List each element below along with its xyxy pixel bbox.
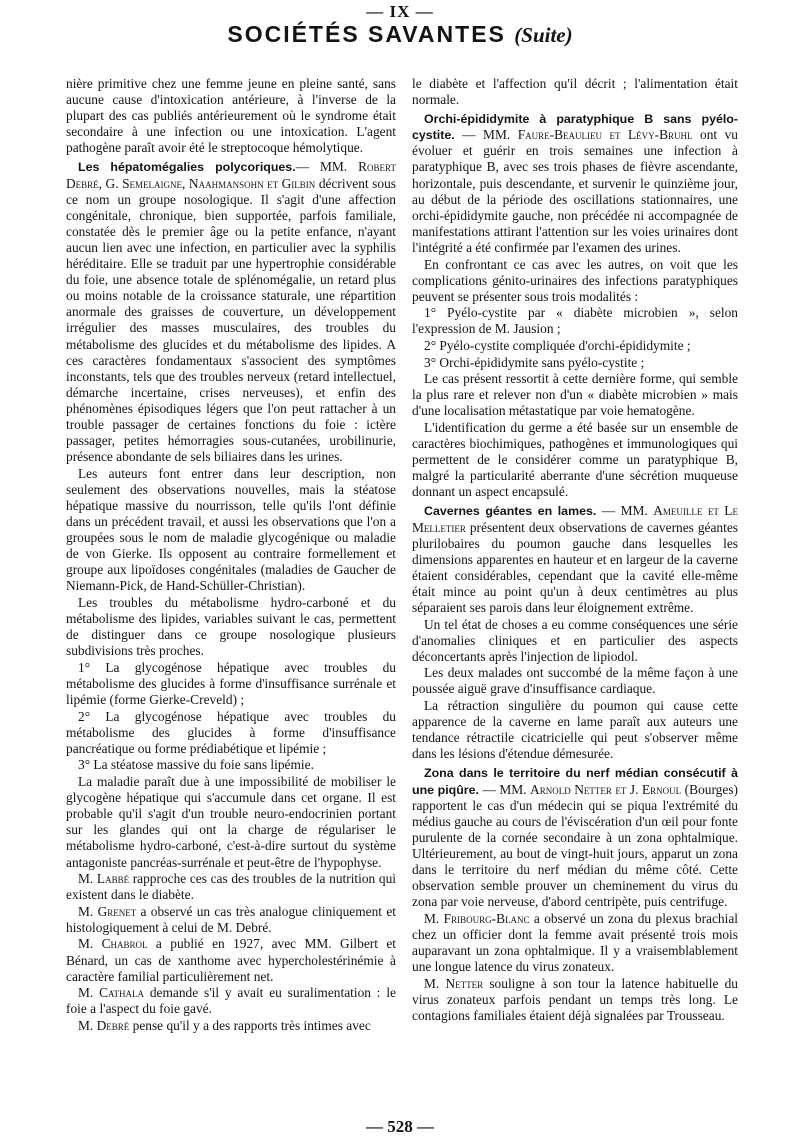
section-heading: Cavernes géantes en lames. (424, 504, 597, 519)
running-head-title: SOCIÉTÉS SAVANTES (227, 21, 506, 47)
section-zona: Zona dans le territoire du nerf médian consécutif à une piqûre. — MM. Arnold Netter et J. Ernoul (Bourges) rapportent le cas d'un médecin qui se piqua l'extrémité du médius gauche au cours de l'éviscération d'un œil pour fonte purulente de la cornée secondaire à un zona ophtalmique. Ultérieurement, au bout de vingt-huit jours, apparut un zona dans le territoire du nerf médian du même côté. Cette observation semble prouver un cheminement du virus du zona par voie nerveuse, d'abord centripète, puis centrifuge. (412, 766, 738, 910)
paragraph: Un tel état de choses a eu comme conséquences une série d'anomalies cliniques et en particulier des aspects déconcertants après l'injection de lipiodol. (412, 616, 738, 664)
speaker-name: Debré (96, 1017, 130, 1033)
speaker-name: Fribourg-Blanc (443, 910, 530, 926)
list-item: 1° Pyélo-cystite par « diabète microbien », selon l'expression de M. Jausion ; (412, 305, 738, 337)
section-heading: Orchi-épididymite à paratyphique B sans pyélo-cystite. (412, 112, 738, 143)
section-heading: Les hépatomégalies polycoriques. (78, 160, 296, 175)
paragraph: Les troubles du métabolisme hydro-carboné et du métabolisme des lipides, variables suivant le cas, permettent de distinguer dans ce groupe nosologique plusieurs subdivisions très proches. (66, 595, 396, 659)
section-heading: Zona dans le territoire du nerf médian consécutif à une piqûre. (412, 766, 738, 797)
list-item: 3° Orchi-épididymite sans pyélo-cystite ; (424, 354, 645, 370)
roman-folio: — IX — (366, 2, 434, 21)
page-number: — 528 — (366, 1117, 434, 1136)
paragraph: L'identification du germe a été basée sur un ensemble de caractères biochimiques, pathogènes et immunologiques qui permettent de le considérer comme un paratyphique B, malgré la particularité aberrante d'une sécrétion muqueuse donnant un aspect encapsulé. (412, 419, 738, 500)
list-item: 1° La glycogénose hépatique avec troubles du métabolisme des glucides à forme d'insuffisance surrénale et lipémie (forme Gierke-Creveld) ; (66, 659, 396, 708)
speaker-name: Labbé (96, 871, 130, 887)
speaker-name: Netter (445, 975, 484, 991)
paragraph: La rétraction singulière du poumon qui cause cette apparence de la caverne en lame paraît aux auteurs une tendance rétractile cicatricielle qui peut s'observer même dans les lésions d'étendue démesurée. (412, 698, 738, 762)
paragraph: nière primitive chez une femme jeune en pleine santé, sans aucune cause d'intoxication antérieure, à l'inverse de la plupart des cas publiés antérieurement où le syndrome était secondaire à une infection ou une intoxication. L'agent pathogène paraît avoir été le streptocoque hémolytique. (66, 76, 396, 156)
discussion-chabrol: M. Chabrol a publié en 1927, avec MM. Gilbert et Bénard, un cas de xanthome avec hypercholestérinémie à caractère familial particulièrement net. (66, 936, 396, 984)
paragraph: La maladie paraît due à une impossibilité de mobiliser le glycogène hépatique qui s'accumule dans cet organe. Il est probable qu'il s'agit d'un trouble neuro-endocrinien portant sur les glandes qui ont la charge de régulariser le métabolisme hydro-carboné, c'est-à-dire surtout du système antagoniste pancréas-surrénale et peut-être de l'hypophyse. (66, 774, 396, 870)
paragraph: Le cas présent ressortit à cette dernière forme, qui semble la plus rare et relever non d'un « diabète microbien » mais d'une localisation métastatique par voie hematogène. (412, 371, 738, 419)
discussion-netter: M. Netter souligne à son tour la latence habituelle du virus zonateux parfois pendant un temps très long. Le contagions familiales étaient déjà signalées par Trousseau. (412, 975, 738, 1023)
section-cavernes: Cavernes géantes en lames. — MM. Ameuille et Le Melletier présentent deux observations de cavernes géantes plurilobaires du poumon gauche dans lesquelles les dimensions apparentes en hauteur et en largeur de la caverne étaient considérables, cependant que la cavité elle-même était mince au point qu'un à deux centimètres au plus séparaient ses parois dans leur éloignement extrême. (412, 503, 738, 615)
left-column (66, 76, 396, 1106)
discussion-cathala: M. Cathala demande s'il y avait eu suralimentation : le foie a l'aspect du foie gavé. (66, 985, 396, 1017)
running-head (0, 21, 800, 48)
section-orchi-epididymite: Orchi-épididymite à paratyphique B sans pyélo-cystite. — MM. Faure-Beaulieu et Lévy-Bruhl ont vu évoluer et guérir en trois semaines une infection à paratyphique B, avec ses trois phases de fièvre ascendante, horizontale, puis descendante, et survenir le quinzième jour, au début de la période des oscillations stationnaires, une orchi-épididymite gauche, non précédée ni accompagnée de manifestations attirant l'attention sur les voies urinaires dont l'intégrité a été confirmée par l'examen des urines. (412, 112, 738, 255)
list-item: 2° Pyélo-cystite compliquée d'orchi-épididymite ; (424, 338, 691, 353)
paragraph: Les deux malades ont succombé de la même façon à une poussée aiguë grave d'insuffisance cardiaque. (412, 665, 738, 697)
discussion-grenet: M. Grenet a observé un cas très analogue cliniquement et histologiquement à celui de M. Debré. (66, 903, 396, 935)
paragraph: le diabète et l'affection qu'il décrit ; l'alimentation était normale. (412, 76, 738, 108)
speaker-name: Cathala (99, 985, 145, 1001)
authors: Robert Debré, G. Semelaigne, Naahmansohn et Gilbin (66, 159, 396, 191)
discussion-debre: M. Debré pense qu'il y a des rapports très intimes avec (78, 1017, 371, 1033)
section-hepatomegalies: Les hépatomégalies polycoriques.— MM. Robert Debré, G. Semelaigne, Naahmansohn et Gilbin décrivent sous ce nom un groupe nosologique. Il s'agit d'une affection congénitale, chronique, bien supportée, parfois familiale, constatée dès le premier âge ou la petite enfance, n'ayant aucun lien avec une infection, en particulier avec la syphilis héréditaire. Elle se traduit par une hypertrophie considérable du foie, une absence totale de splénomégalie, un retard plus ou moins notable de la croissance staturale, une répartition anormale des graisses de couverture, un développement irrégulier des masses musculaires, des troubles du métabolisme des glucides et du métabolisme des lipides. A ces caractères fondamentaux s'associent des symptômes inconstants, tels que des troubles nerveux (retard intellectuel, démarche incertaine, crises nerveuses), et enfin des phénomènes épisodiques légers que l'on peut rattacher à un trouble passager de certaines fonctions du foie : ictère passager, petites hémorragies sous-cutanées, urobilinurie, présence abondante de sels biliaires dans les urines. (66, 159, 396, 465)
speaker-name: Grenet (97, 903, 137, 919)
authors: Faure-Beaulieu et Lévy-Bruhl (517, 127, 693, 143)
list-item: 3° La stéatose massive du foie sans lipémie. (78, 757, 314, 773)
right-column (412, 76, 738, 1106)
speaker-name: Chabrol (101, 936, 148, 952)
authors: Arnold Netter et J. Ernoul (530, 781, 682, 797)
discussion-labbe: M. Labbé rapproche ces cas des troubles de la nutrition qui existent dans le diabète. (66, 871, 396, 903)
list-item: 2° La glycogénose hépatique avec troubles du métabolisme des glucides à forme d'insuffisance pancréatique ou forme prédiabétique et lipémie ; (66, 708, 396, 756)
authors: Ameuille et Le Melletier (412, 503, 738, 535)
discussion-fribourg-blanc: M. Fribourg-Blanc a observé un zona du plexus brachial chez un officier dont la femme avait présenté trois mois auparavant un zona ophtalmique. Il y a vraisemblablement une longue latence du virus zonateux. (412, 910, 738, 975)
paragraph: Les auteurs font entrer dans leur description, non seulement des observations nouvelles, mais la stéatose hépatique massive du nourrisson, telle qu'ils l'ont définie dans un précédent travail, et aussi les observations que l'on a groupées sous le nom de maladie glycogénique ou maladie de von Gierke. Ils opposent au contraire formellement et groupe aux lipoïdoses congénitales (maladies de Gaucher de Niemann-Pick, de Hand-Schüller-Christian). (66, 465, 396, 594)
running-head-suffix: (Suite) (514, 23, 573, 47)
paragraph: En confrontant ce cas avec les autres, on voit que les complications génito-urinaires des infections paratyphiques peuvent se présenter sous trois modalités : (412, 256, 738, 304)
